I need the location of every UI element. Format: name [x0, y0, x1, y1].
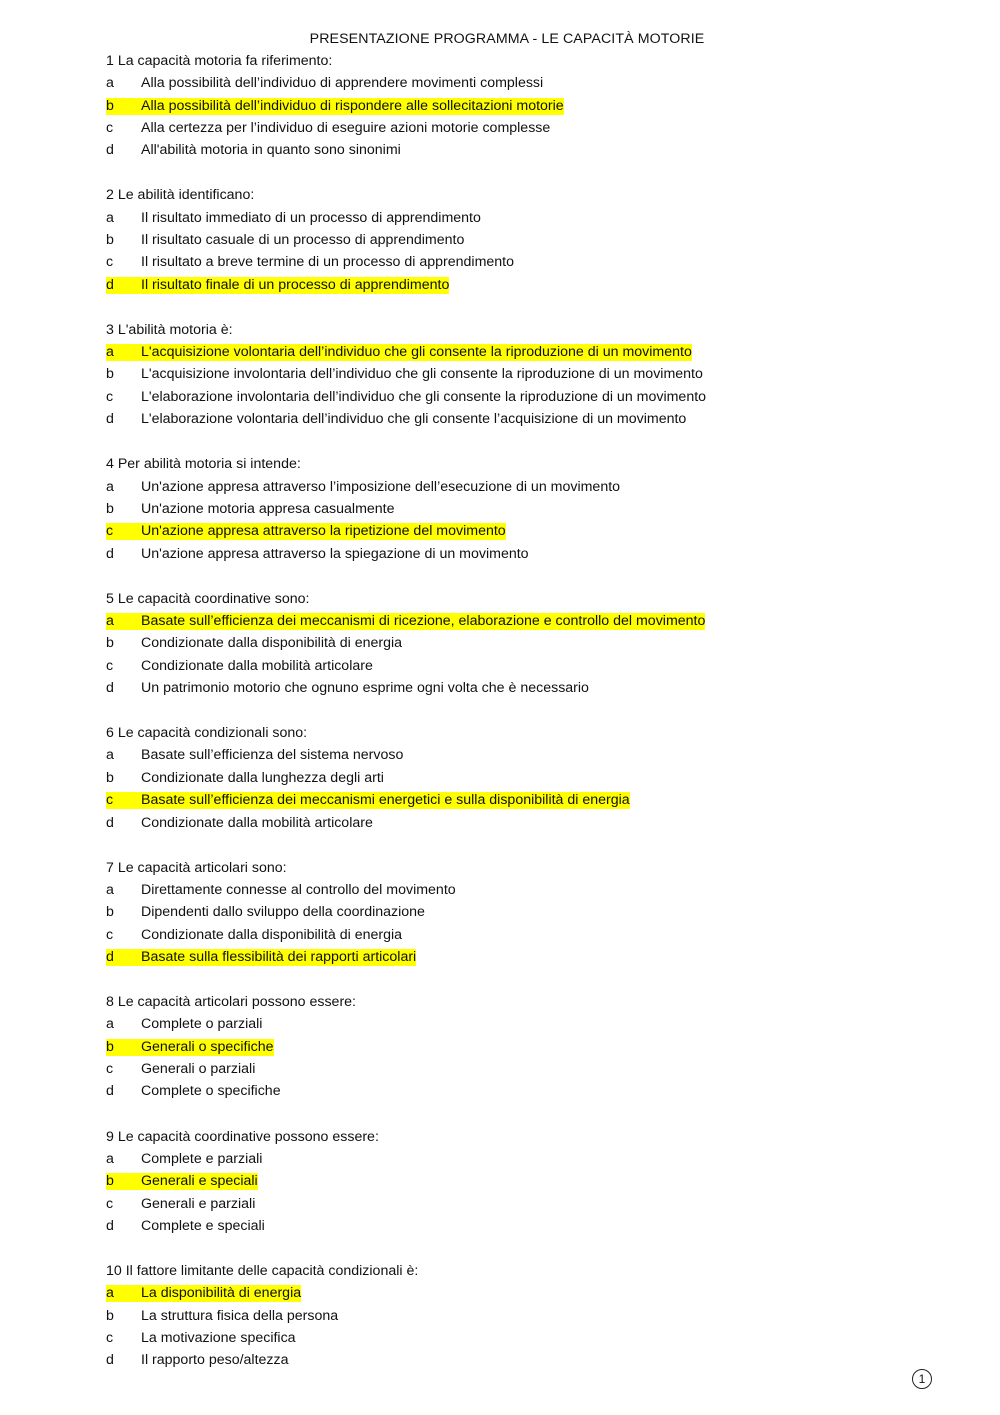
answer-option	[106, 924, 906, 946]
highlighted-answer	[106, 1039, 274, 1056]
option-text: La disponibilità di energia	[141, 1285, 302, 1302]
answer-option	[106, 1148, 906, 1170]
answer-option	[106, 72, 906, 94]
answer-option	[106, 252, 906, 274]
highlighted-answer	[106, 949, 416, 966]
option-letter: d	[106, 1217, 114, 1234]
answer-option-correct	[106, 1282, 906, 1304]
highlighted-answer	[106, 1173, 258, 1190]
option-letter: b	[106, 1307, 114, 1324]
answer-option	[106, 812, 906, 834]
answer-option	[106, 879, 906, 901]
question-list	[106, 50, 906, 1395]
option-letter: a	[106, 478, 114, 495]
answer-option-correct	[106, 1170, 906, 1192]
highlighted-answer	[106, 613, 705, 630]
option-text: Generali o parziali	[141, 1061, 256, 1078]
answer-line	[106, 501, 395, 518]
option-letter: c	[106, 1061, 114, 1078]
option-text: Complete e speciali	[141, 1217, 265, 1234]
option-text: Complete o parziali	[141, 1016, 263, 1033]
answer-option	[106, 1305, 906, 1327]
option-letter: c	[106, 388, 114, 405]
question-text: 1 La capacità motoria fa riferimento:	[106, 53, 333, 69]
answer-option	[106, 902, 906, 924]
answer-line	[106, 747, 403, 764]
option-letter: c	[106, 254, 114, 271]
option-letter: d	[106, 814, 114, 831]
option-letter: b	[106, 97, 114, 114]
option-text: L'acquisizione involontaria dell’individuo che gli consente la riproduzione di un movimento	[141, 366, 703, 383]
answer-line	[106, 75, 543, 92]
option-text: Un'azione appresa attraverso la spiegazione di un movimento	[141, 545, 529, 562]
option-text: Generali e parziali	[141, 1195, 256, 1212]
option-text: Il risultato finale di un processo di apprendimento	[141, 276, 450, 293]
answer-line	[106, 120, 550, 137]
answer-line	[106, 1016, 262, 1033]
answer-option-correct	[106, 610, 906, 632]
highlighted-answer	[106, 1285, 301, 1302]
option-text: La motivazione specifica	[141, 1330, 296, 1346]
option-letter: c	[106, 792, 114, 809]
answer-option	[106, 229, 906, 251]
answer-option	[106, 1058, 906, 1080]
answer-line	[106, 1218, 265, 1235]
answer-line	[106, 1196, 255, 1213]
answer-option	[106, 140, 906, 162]
option-letter: a	[106, 1016, 114, 1033]
option-text: All'abilità motoria in quanto sono sinonimi	[141, 142, 401, 159]
answer-option	[106, 633, 906, 655]
option-text: Alla certezza per l’individuo di eseguire azioni motorie complesse	[141, 119, 551, 136]
answer-option	[106, 1014, 906, 1036]
question-block	[106, 588, 906, 700]
answer-option	[106, 364, 906, 386]
answer-line	[106, 1061, 255, 1078]
question-block	[106, 319, 906, 431]
answer-line	[106, 142, 401, 159]
answer-option	[106, 677, 906, 699]
answer-option	[106, 1215, 906, 1237]
answer-line	[106, 1083, 281, 1100]
question-block	[106, 1126, 906, 1238]
option-letter: b	[106, 1173, 114, 1190]
question-block	[106, 50, 906, 162]
option-text: Condizionate dalla disponibilità di energia	[141, 635, 403, 652]
answer-line	[106, 366, 703, 383]
answer-option	[106, 498, 906, 520]
option-text: Complete e parziali	[141, 1150, 263, 1167]
option-letter: c	[106, 657, 114, 674]
answer-option	[106, 1350, 906, 1372]
option-text: Condizionate dalla lunghezza degli arti	[141, 769, 384, 786]
question-text: 7 Le capacità articolari sono:	[106, 859, 287, 876]
question-text: 2 Le abilità identificano:	[106, 187, 255, 204]
option-text: Complete o specifiche	[141, 1083, 281, 1100]
answer-option	[106, 476, 906, 498]
option-letter: a	[106, 747, 114, 764]
option-letter: b	[106, 1038, 114, 1055]
answer-line	[106, 210, 481, 227]
question-text: 9 Le capacità coordinative possono essere:	[106, 1128, 379, 1145]
answer-option	[106, 207, 906, 229]
option-letter: b	[106, 366, 114, 383]
page-title: PRESENTAZIONE PROGRAMMA - LE CAPACITÀ MOTORIE	[309, 31, 705, 47]
option-letter: d	[106, 1352, 114, 1369]
answer-line	[106, 479, 620, 496]
answer-option-correct	[106, 341, 906, 363]
option-text: Generali o specifiche	[141, 1038, 274, 1055]
answer-line	[106, 389, 706, 406]
option-text: Il risultato immediato di un processo di apprendimento	[141, 209, 481, 226]
option-text: Un patrimonio motorio che ognuno esprime ogni volta che è necessario	[141, 680, 589, 697]
answer-line	[106, 1151, 262, 1168]
answer-line	[106, 680, 589, 697]
option-letter: a	[106, 209, 114, 226]
option-text: Alla possibilità dell’individuo di apprendere movimenti complessi	[141, 75, 544, 92]
answer-option	[106, 117, 906, 139]
option-letter: a	[106, 612, 114, 629]
highlighted-answer	[106, 277, 449, 294]
question-text: 10 Il fattore limitante delle capacità condizionali è:	[106, 1263, 419, 1280]
option-letter: a	[106, 1285, 114, 1302]
option-letter: d	[106, 680, 114, 697]
answer-line	[106, 1330, 296, 1347]
option-letter: b	[106, 904, 114, 921]
question-text: 6 Le capacità condizionali sono:	[106, 725, 308, 742]
option-text: Il risultato casuale di un processo di apprendimento	[141, 231, 465, 248]
question-block	[106, 722, 906, 834]
answer-line	[106, 904, 425, 921]
answer-line	[106, 1352, 288, 1369]
option-letter: c	[106, 926, 114, 943]
option-text: Condizionate dalla disponibilità di energia	[141, 926, 403, 943]
question-block	[106, 184, 906, 296]
answer-line	[106, 815, 373, 832]
answer-line	[106, 658, 373, 675]
option-text: Un'azione motoria appresa casualmente	[141, 500, 395, 517]
answer-line	[106, 635, 402, 652]
question-text: 8 Le capacità articolari possono essere:	[106, 994, 356, 1011]
question-block	[106, 857, 906, 969]
answer-option-correct	[106, 946, 906, 968]
answer-option-correct	[106, 521, 906, 543]
option-text: Condizionate dalla mobilità articolare	[141, 814, 373, 831]
answer-option	[106, 543, 906, 565]
highlighted-answer	[106, 344, 692, 361]
option-text: Generali e speciali	[141, 1173, 258, 1190]
option-letter: b	[106, 500, 114, 517]
option-text: Basate sull’efficienza dei meccanismi energetici e sulla disponibilità di energia	[141, 792, 630, 809]
option-text: Il risultato a breve termine di un processo di apprendimento	[141, 254, 515, 271]
highlighted-answer	[106, 98, 564, 115]
question-block	[106, 453, 906, 565]
option-letter: d	[106, 276, 114, 293]
highlighted-answer	[106, 523, 506, 540]
option-text: Un'azione appresa attraverso la ripetizione del movimento	[141, 523, 506, 540]
option-text: L'acquisizione volontaria dell’individuo che gli consente la riproduzione di un movimento	[141, 344, 692, 361]
answer-option	[106, 386, 906, 408]
option-letter: a	[106, 881, 114, 898]
option-letter: b	[106, 231, 114, 248]
option-text: Condizionate dalla mobilità articolare	[141, 657, 373, 674]
option-letter: c	[106, 1330, 114, 1346]
question-text: 4 Per abilità motoria si intende:	[106, 456, 301, 473]
answer-option	[106, 655, 906, 677]
option-letter: c	[106, 119, 114, 136]
option-text: Basate sull’efficienza del sistema nervoso	[141, 747, 404, 764]
option-text: Dipendenti dallo sviluppo della coordinazione	[141, 904, 425, 921]
option-letter: a	[106, 344, 114, 361]
answer-option-correct	[106, 1036, 906, 1058]
answer-line	[106, 927, 402, 944]
highlighted-answer	[106, 792, 630, 809]
option-letter: a	[106, 1150, 114, 1167]
answer-line	[106, 770, 384, 787]
option-letter: c	[106, 523, 114, 540]
option-text: Il rapporto peso/altezza	[141, 1352, 289, 1369]
option-letter: d	[106, 545, 114, 562]
option-letter: c	[106, 1195, 114, 1212]
answer-option	[106, 1327, 906, 1349]
option-text: L'elaborazione volontaria dell’individuo che gli consente l’acquisizione di un movimento	[141, 411, 687, 428]
option-letter: b	[106, 769, 114, 786]
question-text: 3 L'abilità motoria è:	[106, 321, 233, 338]
answer-line	[106, 232, 464, 249]
option-letter: d	[106, 411, 114, 428]
option-text: L'elaborazione involontaria dell’individuo che gli consente la riproduzione di un movimento	[141, 388, 707, 405]
question-text: 5 Le capacità coordinative sono:	[106, 590, 310, 607]
answer-option	[106, 745, 906, 767]
question-block	[106, 991, 906, 1103]
answer-option	[106, 1081, 906, 1103]
answer-line	[106, 546, 529, 563]
question-block	[106, 1260, 906, 1372]
answer-option-correct	[106, 95, 906, 117]
option-text: Alla possibilità dell’individuo di rispondere alle sollecitazioni motorie	[141, 97, 564, 114]
option-text: La struttura fisica della persona	[141, 1307, 339, 1324]
option-letter: d	[106, 142, 114, 159]
answer-option	[106, 1193, 906, 1215]
option-text: Basate sull’efficienza dei meccanismi di ricezione, elaborazione e controllo del movimento	[141, 612, 706, 629]
option-text: Basate sulla flessibilità dei rapporti articolari	[141, 949, 417, 966]
option-letter: a	[106, 75, 114, 92]
answer-option-correct	[106, 789, 906, 811]
option-letter: d	[106, 949, 114, 966]
option-letter: d	[106, 1083, 114, 1100]
answer-line	[106, 411, 686, 428]
answer-line	[106, 254, 514, 271]
answer-option	[106, 408, 906, 430]
option-letter: b	[106, 635, 114, 652]
answer-line	[106, 882, 456, 899]
option-text: Un'azione appresa attraverso l’imposizione dell’esecuzione di un movimento	[141, 478, 621, 495]
answer-option	[106, 767, 906, 789]
option-text: Direttamente connesse al controllo del movimento	[141, 881, 456, 898]
answer-line	[106, 1308, 338, 1325]
page-number-badge: 1	[912, 1369, 932, 1389]
answer-option-correct	[106, 274, 906, 296]
